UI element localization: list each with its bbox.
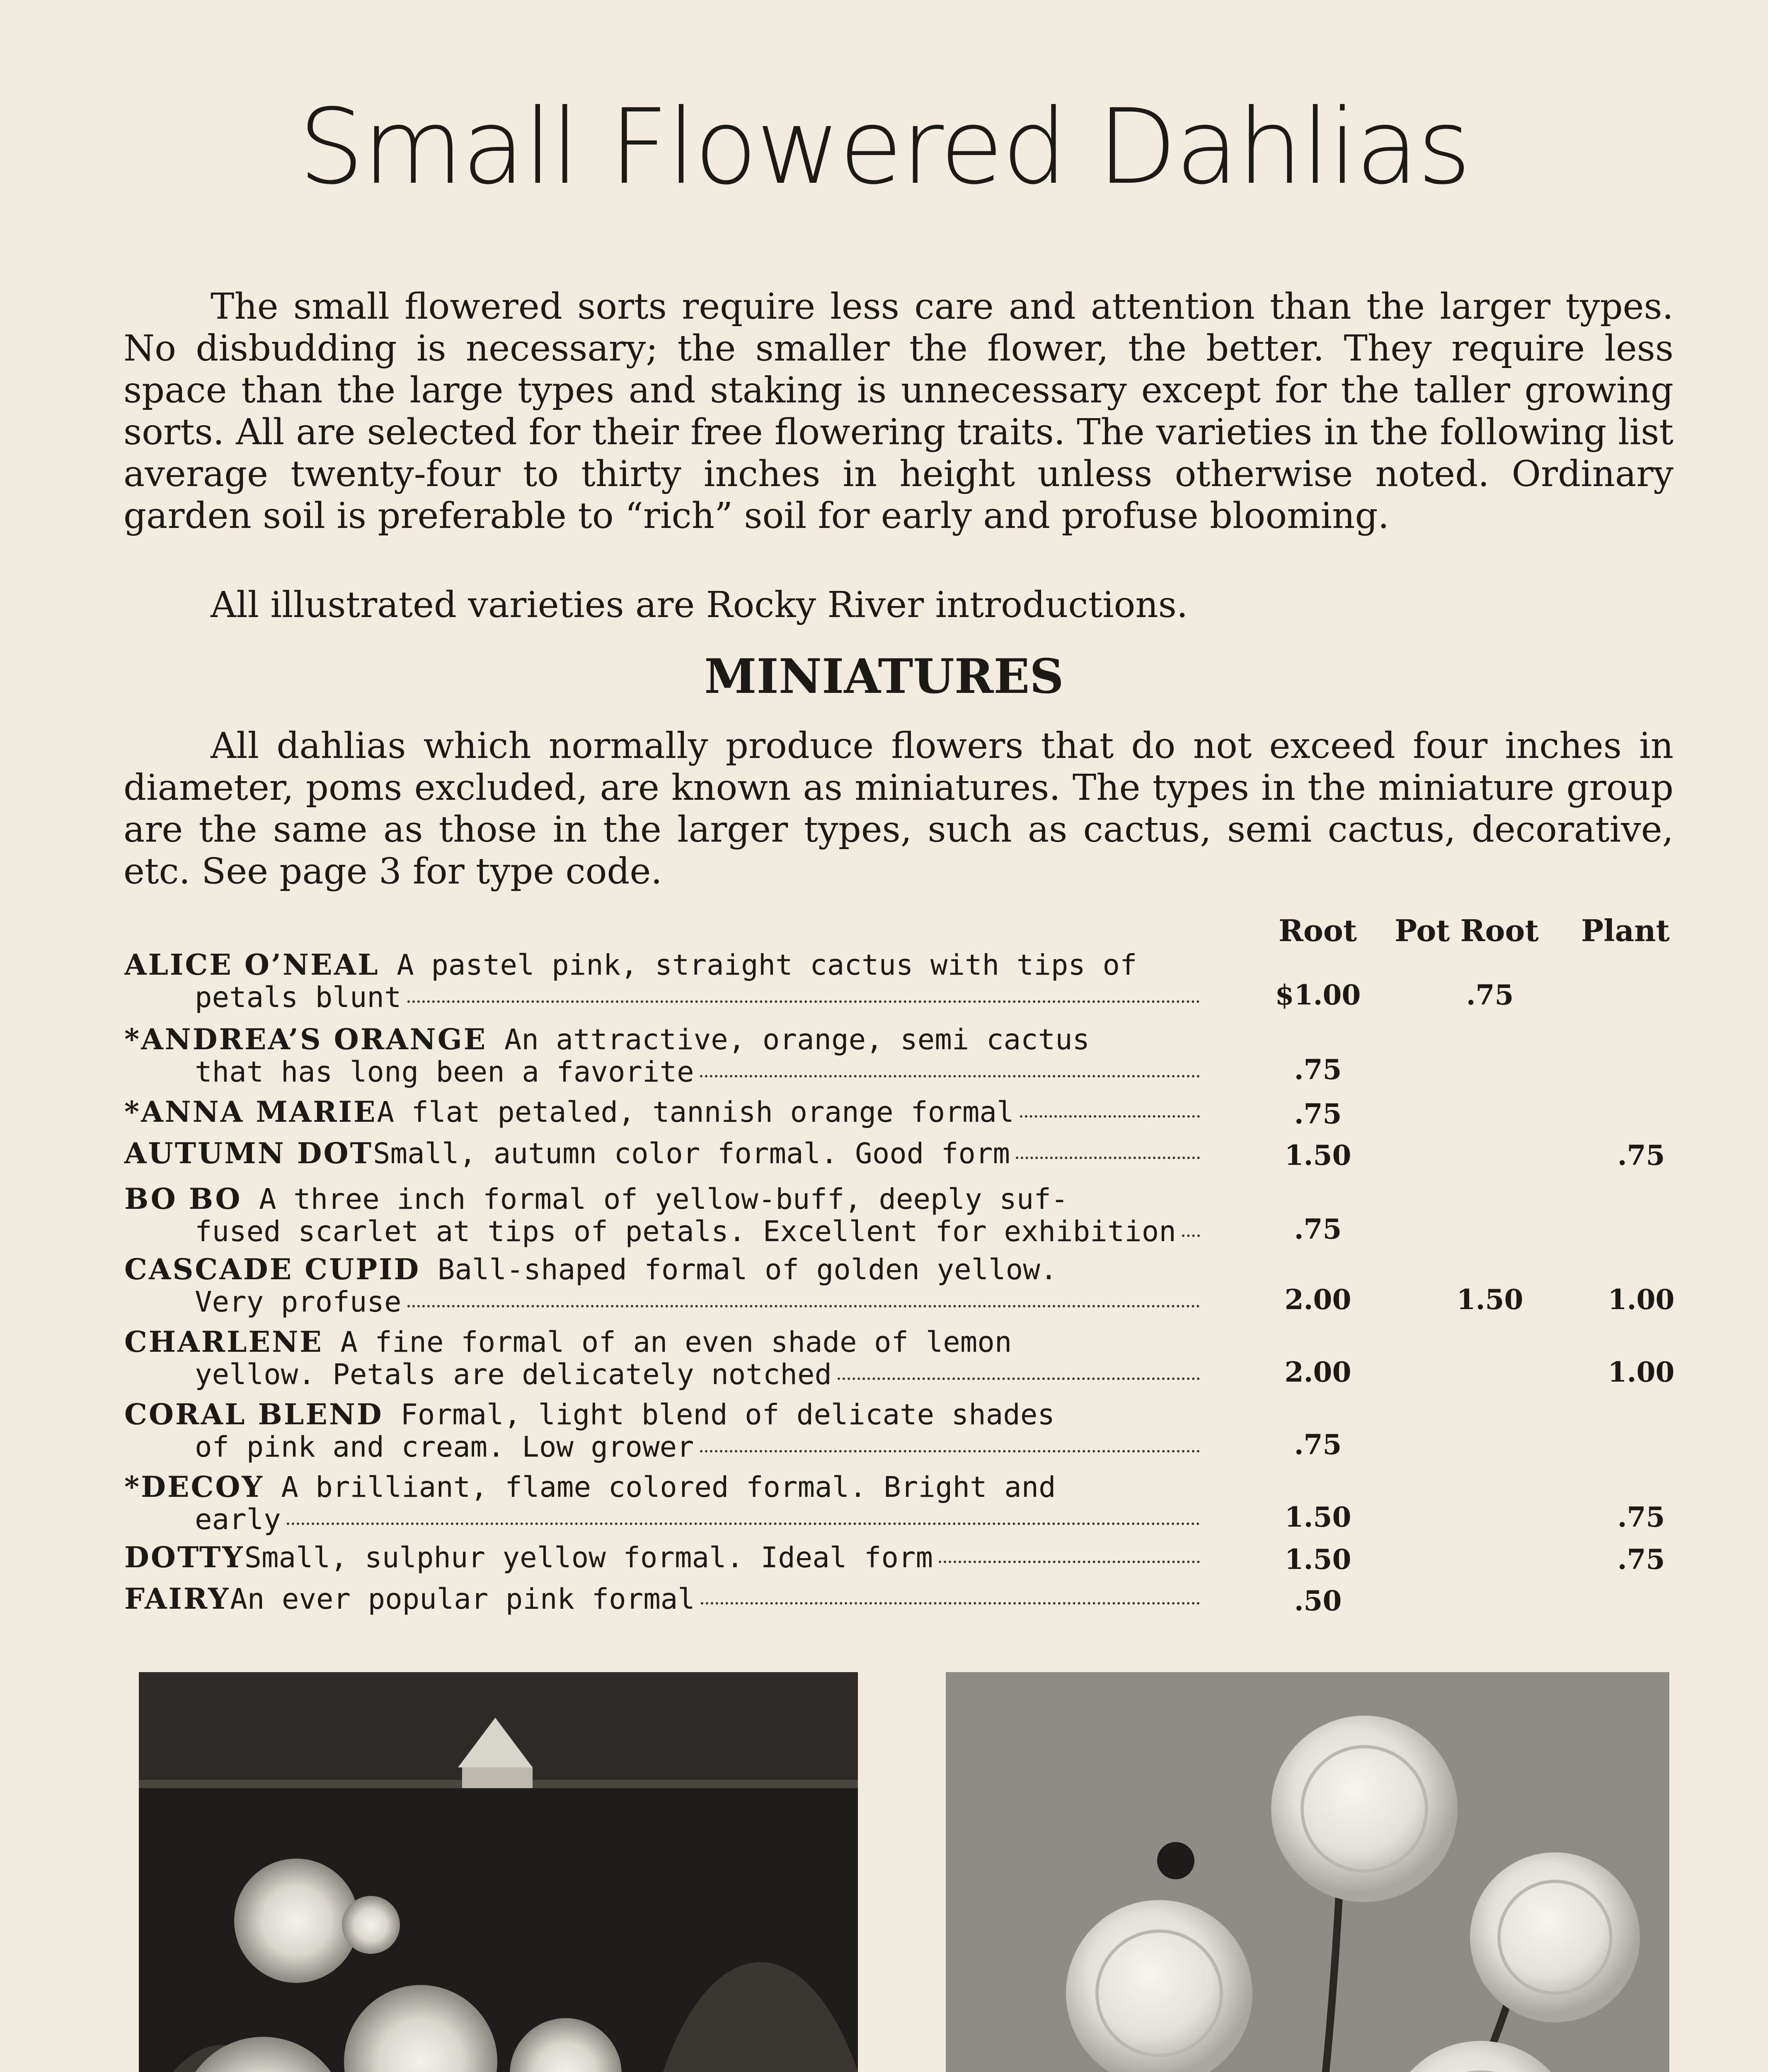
variety-description: Small, autumn color formal. Good form: [373, 1137, 1010, 1170]
variety-name: CASCADE CUPID: [124, 1254, 421, 1286]
variety-entry: [124, 1583, 1200, 1615]
alice-oneal-photo: [139, 1672, 858, 2072]
price-root: $1.00: [1275, 979, 1361, 1011]
dot-leader: [838, 1377, 1200, 1380]
dotty-photo: [946, 1672, 1669, 2072]
variety-name: AUTUMN DOT: [124, 1137, 373, 1170]
price-plant: .75: [1617, 1543, 1665, 1576]
price-root: 1.50: [1284, 1501, 1351, 1533]
section-intro: [124, 725, 1674, 893]
illustrated-note: [124, 584, 1674, 626]
variety-description-cont: petals blunt: [195, 981, 402, 1014]
variety-description-cont: fused scarlet at tips of petals. Excellent for exhibition: [195, 1215, 1176, 1248]
price-plant: 1.00: [1608, 1283, 1675, 1316]
price-root: .75: [1294, 1053, 1342, 1086]
price-pot-root: 1.50: [1456, 1283, 1523, 1316]
variety-description: Ball-shaped formal of golden yellow.: [437, 1254, 1058, 1286]
variety-line-1: [124, 1471, 1200, 1503]
variety-line-2: [124, 981, 1200, 1014]
variety-line-1: [124, 1138, 1200, 1170]
variety-description: A three inch formal of yellow-buff, deeply suf-: [259, 1183, 1068, 1215]
variety-line-1: [124, 1399, 1200, 1431]
price-plant: .75: [1617, 1501, 1665, 1533]
variety-entry: [124, 1138, 1200, 1170]
variety-entry: [124, 1096, 1200, 1128]
intro-paragraph: [124, 286, 1674, 537]
variety-description: A flat petaled, tannish orange formal: [377, 1096, 1014, 1129]
variety-description: Formal, light blend of delicate shades: [400, 1399, 1055, 1431]
variety-line-1: [124, 1254, 1200, 1286]
variety-entry: [124, 1183, 1200, 1248]
variety-name: ALICE O’NEAL: [124, 949, 380, 981]
column-header-plant: Plant: [1581, 913, 1670, 948]
variety-line-1: [124, 1096, 1200, 1128]
intro-text: The small flowered sorts require less care and attention than the larger types. No disbudding is necessary; the smaller the flower, the better. They require less space than the large types and staking is unnecessary except for the taller growing sorts. All are selected for their free flowering traits. The varieties in the following list average twenty-four to thirty inches in height unless otherwise noted. Ordinary garden soil is preferable to “rich” soil for early and profuse blooming.: [124, 286, 1674, 537]
variety-name: FAIRY: [124, 1582, 230, 1616]
column-header-pot-root: Pot Root: [1395, 913, 1539, 948]
variety-description: An ever popular pink formal: [230, 1583, 695, 1616]
dot-leader: [1182, 1234, 1200, 1237]
dot-leader: [1020, 1115, 1200, 1118]
variety-line-2: [124, 1358, 1200, 1391]
variety-line-1: [124, 1183, 1200, 1215]
variety-description: A brilliant, flame colored formal. Bright and: [281, 1471, 1056, 1503]
variety-name: DOTTY: [124, 1541, 245, 1574]
dot-leader: [939, 1561, 1200, 1563]
dot-leader: [700, 1075, 1200, 1077]
variety-entry: [124, 949, 1200, 1014]
variety-line-2: [124, 1431, 1200, 1463]
section-title: MINIATURES: [704, 649, 1064, 704]
variety-line-2: [124, 1503, 1200, 1536]
variety-line-1: [124, 1024, 1200, 1056]
variety-description-cont: of pink and cream. Low grower: [195, 1431, 694, 1464]
variety-entry: [124, 1399, 1200, 1463]
variety-line-2: [124, 1056, 1200, 1088]
dahlia-bouquet-photo-icon: [946, 1672, 1669, 2072]
variety-description: A pastel pink, straight cactus with tips of: [397, 949, 1137, 981]
variety-name: BO BO: [124, 1183, 242, 1215]
price-root: .75: [1294, 1213, 1342, 1245]
variety-name: *DECOY: [124, 1471, 264, 1503]
illustrated-text: All illustrated varieties are Rocky River introductions.: [211, 584, 1188, 626]
variety-name: CORAL BLEND: [124, 1399, 383, 1431]
price-root: 1.50: [1284, 1543, 1351, 1576]
variety-entry: [124, 1542, 1200, 1574]
price-pot-root: .75: [1466, 979, 1514, 1011]
price-root: .75: [1294, 1098, 1342, 1130]
variety-line-1: [124, 1542, 1200, 1574]
dahlia-field-photo-icon: [139, 1672, 858, 2072]
price-root: .50: [1294, 1585, 1342, 1617]
dot-leader: [700, 1450, 1200, 1452]
variety-description-cont: early: [195, 1503, 281, 1536]
variety-line-1: [124, 949, 1200, 981]
dot-leader: [407, 1305, 1200, 1307]
variety-description-cont: Very profuse: [195, 1285, 402, 1319]
variety-entry: [124, 1326, 1200, 1391]
variety-name: *ANNA MARIE: [124, 1095, 377, 1129]
variety-name: *ANDREA’S ORANGE: [124, 1024, 487, 1056]
price-root: 1.50: [1284, 1139, 1351, 1172]
dot-leader: [407, 1000, 1200, 1003]
price-plant: .75: [1617, 1139, 1665, 1172]
price-root: 2.00: [1284, 1356, 1351, 1388]
dot-leader: [1016, 1157, 1200, 1159]
variety-line-2: [124, 1286, 1200, 1318]
variety-entry: [124, 1024, 1200, 1088]
variety-description: Small, sulphur yellow formal. Ideal form: [244, 1541, 933, 1574]
variety-line-1: [124, 1326, 1200, 1358]
dot-leader: [701, 1602, 1200, 1605]
variety-description-cont: that has long been a favorite: [195, 1055, 694, 1089]
column-header-root: Root: [1279, 913, 1357, 948]
price-plant: 1.00: [1608, 1356, 1675, 1388]
variety-description: A fine formal of an even shade of lemon: [340, 1326, 1012, 1358]
variety-entry: [124, 1471, 1200, 1536]
page-title: Small Flowered Dahlias: [298, 87, 1470, 207]
dot-leader: [287, 1523, 1200, 1525]
variety-line-1: [124, 1583, 1200, 1615]
variety-description-cont: yellow. Petals are delicately notched: [195, 1358, 832, 1391]
variety-description: An attractive, orange, semi cactus: [504, 1024, 1090, 1056]
price-root: 2.00: [1284, 1283, 1351, 1316]
price-root: .75: [1294, 1428, 1342, 1461]
variety-name: CHARLENE: [124, 1326, 323, 1358]
section-intro-text: All dahlias which normally produce flowers that do not exceed four inches in diameter, poms excluded, are known as miniatures. The types in the miniature group are the same as those in the larger types, such as cactus, semi cactus, decorative, etc. See page 3 for type code.: [124, 725, 1674, 892]
variety-line-2: [124, 1215, 1200, 1248]
variety-entry: [124, 1254, 1200, 1318]
